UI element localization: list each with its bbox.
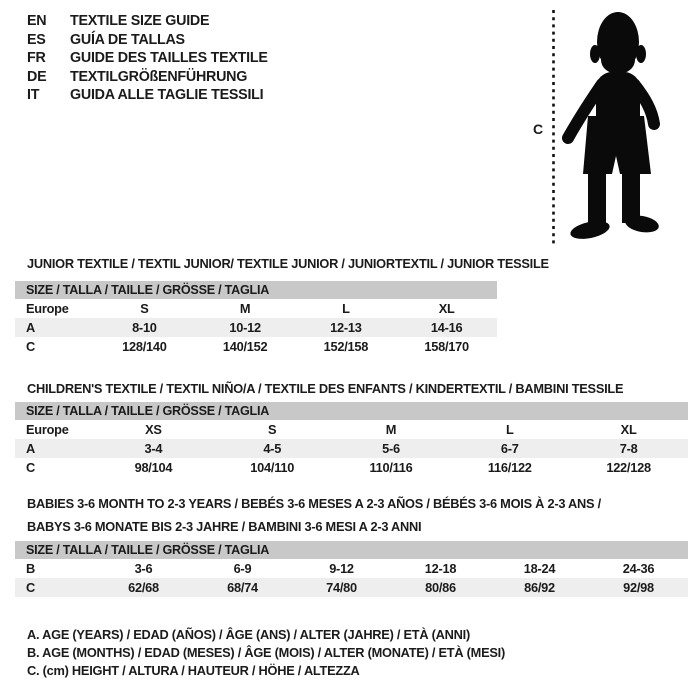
size-value: 9-12	[329, 561, 354, 576]
row-label: C	[26, 460, 35, 475]
size-value: 80/86	[425, 580, 456, 595]
language-title: GUIDA ALLE TAGLIE TESSILI	[70, 87, 264, 104]
language-row	[27, 12, 268, 31]
size-value: 3-6	[134, 561, 153, 576]
size-value: M	[239, 301, 251, 316]
size-value: S	[268, 422, 277, 437]
size-table-row	[15, 559, 688, 578]
size-value: 92/98	[623, 580, 654, 595]
language-code: DE	[27, 68, 47, 85]
size-table-babies	[15, 541, 688, 597]
size-value: 10-12	[229, 320, 261, 335]
size-value: 12-18	[424, 561, 457, 576]
table-title-children: CHILDREN'S TEXTILE / TEXTIL NIÑO/A / TEXTILE DES ENFANTS / KINDERTEXTIL / BAMBINI TESSILE	[27, 381, 624, 396]
size-value: XS	[145, 422, 162, 437]
size-header-bar: SIZE / TALLA / TAILLE / GRÖSSE / TAGLIA	[15, 402, 688, 420]
size-value: M	[385, 422, 397, 437]
size-value: 104/110	[250, 460, 295, 475]
size-table-row	[15, 299, 497, 318]
size-table-row	[15, 578, 688, 597]
size-value: 6-9	[233, 561, 252, 576]
size-table-children	[15, 402, 688, 477]
size-value: 122/128	[606, 460, 651, 475]
language-code: ES	[27, 31, 46, 48]
footnote-b: B. AGE (MONTHS) / EDAD (MESES) / ÂGE (MOIS) / ALTER (MONATE) / ETÀ (MESI)	[27, 644, 505, 660]
size-table-row	[15, 337, 497, 356]
size-value: 4-5	[263, 441, 282, 456]
language-title: TEXTILGRÖßENFÜHRUNG	[70, 68, 248, 85]
row-label: A	[26, 320, 35, 335]
size-value: 5-6	[382, 441, 400, 456]
row-label: C	[26, 580, 35, 595]
size-table-junior	[15, 281, 497, 356]
size-value: 8-10	[132, 320, 157, 335]
row-label: C	[26, 339, 35, 354]
size-value: 158/170	[424, 339, 469, 354]
table-title-junior: JUNIOR TEXTILE / TEXTIL JUNIOR/ TEXTILE JUNIOR / JUNIORTEXTIL / JUNIOR TESSILE	[27, 256, 549, 271]
row-label: Europe	[26, 422, 69, 437]
size-value: 3-4	[144, 441, 163, 456]
size-value: XL	[438, 301, 455, 316]
size-value: 18-24	[523, 561, 556, 576]
language-list	[27, 12, 268, 105]
language-title: GUÍA DE TALLAS	[70, 31, 185, 48]
language-row	[27, 68, 268, 87]
child-silhouette	[528, 4, 700, 248]
language-code: IT	[27, 87, 40, 104]
size-value: S	[140, 301, 149, 316]
size-value: 116/122	[487, 460, 532, 475]
size-value: L	[506, 422, 514, 437]
size-table-row	[15, 458, 688, 477]
language-title: GUIDE DES TAILLES TEXTILE	[70, 50, 268, 67]
size-value: 74/80	[326, 580, 357, 595]
size-value: 24-36	[622, 561, 655, 576]
size-table-row	[15, 318, 497, 337]
size-table-row	[15, 439, 688, 458]
size-value: 110/116	[369, 460, 413, 475]
size-header-bar: SIZE / TALLA / TAILLE / GRÖSSE / TAGLIA	[15, 281, 497, 299]
size-value: 6-7	[500, 441, 519, 456]
size-value: 140/152	[222, 339, 268, 354]
row-label: B	[26, 561, 35, 576]
size-value: 62/68	[128, 580, 159, 595]
measure-label-c: C	[533, 121, 543, 137]
size-value: 7-8	[619, 441, 638, 456]
language-row	[27, 86, 268, 105]
size-header-bar: SIZE / TALLA / TAILLE / GRÖSSE / TAGLIA	[15, 541, 688, 559]
size-value: 98/104	[134, 460, 173, 475]
size-value: 14-16	[430, 320, 463, 335]
language-code: EN	[27, 13, 47, 29]
row-label: Europe	[26, 301, 69, 316]
size-value: 12-13	[330, 320, 362, 335]
size-value: L	[342, 301, 350, 316]
size-value: XL	[620, 422, 637, 437]
size-table-row	[15, 420, 688, 439]
footnotes	[27, 626, 505, 679]
size-value: 152/158	[323, 339, 369, 354]
language-code: FR	[27, 50, 46, 67]
language-row	[27, 49, 268, 68]
table-title-babies: BABIES 3-6 MONTH TO 2-3 YEARS / BEBÉS 3-6 MESES A 2-3 AÑOS / BÉBÉS 3-6 MOIS À 2-3 ANS / BABYS 3-6 MONATE BIS 2-3 JAHRE / BAMBINI 3-6 MESI A 2-3 ANNI	[27, 496, 601, 534]
language-row	[27, 31, 268, 50]
size-value: 86/92	[524, 580, 555, 595]
row-label: A	[26, 441, 35, 456]
language-title: TEXTILE SIZE GUIDE	[70, 13, 210, 29]
footnote-a: A. AGE (YEARS) / EDAD (AÑOS) / ÂGE (ANS) / ALTER (JAHRE) / ETÀ (ANNI)	[27, 627, 470, 642]
size-value: 128/140	[122, 339, 167, 354]
size-value: 68/74	[227, 580, 258, 595]
footnote-c: C. (cm) HEIGHT / ALTURA / HAUTEUR / HÖHE / ALTEZZA	[27, 662, 360, 678]
